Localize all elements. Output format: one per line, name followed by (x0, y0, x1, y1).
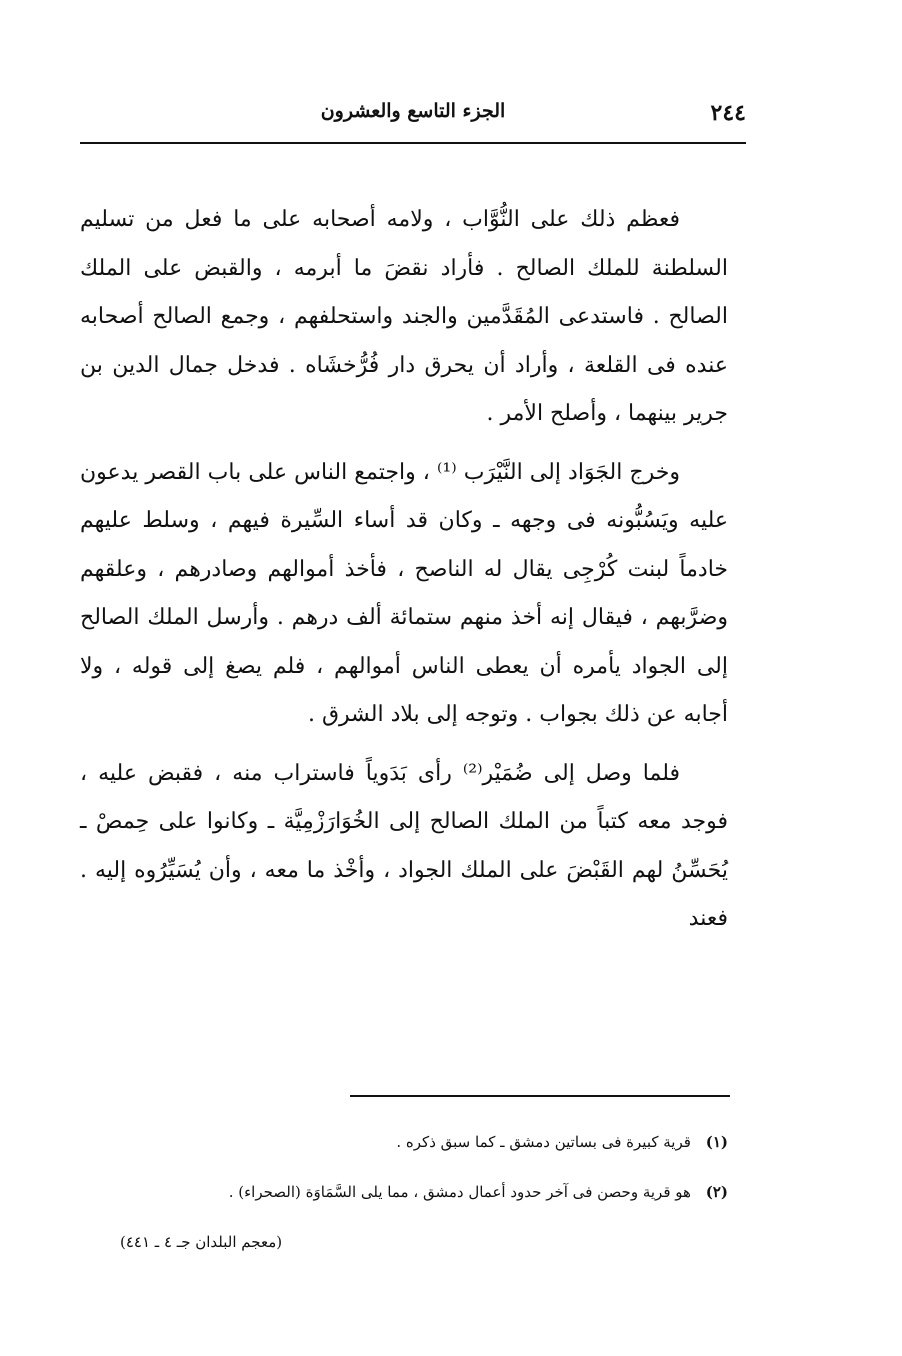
header-rule (80, 142, 746, 144)
page-number: ٢٤٤ (710, 100, 746, 126)
running-title: الجزء التاسع والعشرون (320, 100, 506, 122)
footnotes (120, 1126, 728, 1258)
paragraph: وخرج الجَوَاد إلى النَّيْرَب ⁽¹⁾ ، واجتمع الناس على باب القصر يدعون عليه ويَسُبُّونه فى وجهه ـ وكان قد أساء السِّيرة فيهم ، وسلط عليهم خادماً لبنت كُرْجِى يقال له الناصح ، فأخذ أموالهم وصادرهم ، وعلقهم وضرَّبهم ، فيقال إنه أخذ منهم ستمائة ألف درهم . وأرسل الملك الصالح إلى الجواد يأمره أن يعطى الناس أموالهم ، فلم يصغ إلى قوله ، ولا أجابه عن ذلك بجواب . وتوجه إلى بلاد الشرق . (80, 459, 728, 727)
footnote-text: هو قرية وحصن فى آخر حدود أعمال دمشق ، مما يلى السَّمَاوَة (الصحراء) . (228, 1183, 691, 1201)
footnote-rule (350, 1095, 730, 1097)
footnote-2 (120, 1176, 728, 1208)
paragraph: فلما وصل إلى ضُمَيْر⁽²⁾ رأى بَدَوياً فاستراب منه ، فقبض عليه ، فوجد معه كتباً من الملك الصالح إلى الخُوَارَزْمِيَّة ـ وكانوا على حِمصْ ـ يُحَسِّنُ لهم القَبْضَ على الملك الجواد ، وأخْذ ما معه ، وأن يُسَيِّرُوه إليه . فعند (80, 760, 728, 931)
footnote-text: قرية كبيرة فى بساتين دمشق ـ كما سبق ذكره . (396, 1133, 691, 1151)
footnote-marker: (١) (705, 1133, 728, 1151)
footnote-marker: (٢) (705, 1183, 728, 1201)
footnote-1 (120, 1126, 728, 1158)
footnote-source: (معجم البلدان جـ ٤ ـ ٤٤١) (120, 1233, 283, 1251)
page-header (80, 96, 746, 136)
paragraph: فعظم ذلك على النُّوَّاب ، ولامه أصحابه على ما فعل من تسليم السلطنة للملك الصالح . فأراد نقضَ ما أبرمه ، والقبض على الملك الصالح . فاستدعى المُقَدَّمين والجند واستحلفهم ، وجمع الصالح أصحابه عنده فى القلعة ، وأراد أن يحرق دار فُرُّخشَاه . فدخل جمال الدين بن جرير بينهما ، وأصلح الأمر . (80, 207, 728, 426)
main-text (80, 196, 728, 954)
